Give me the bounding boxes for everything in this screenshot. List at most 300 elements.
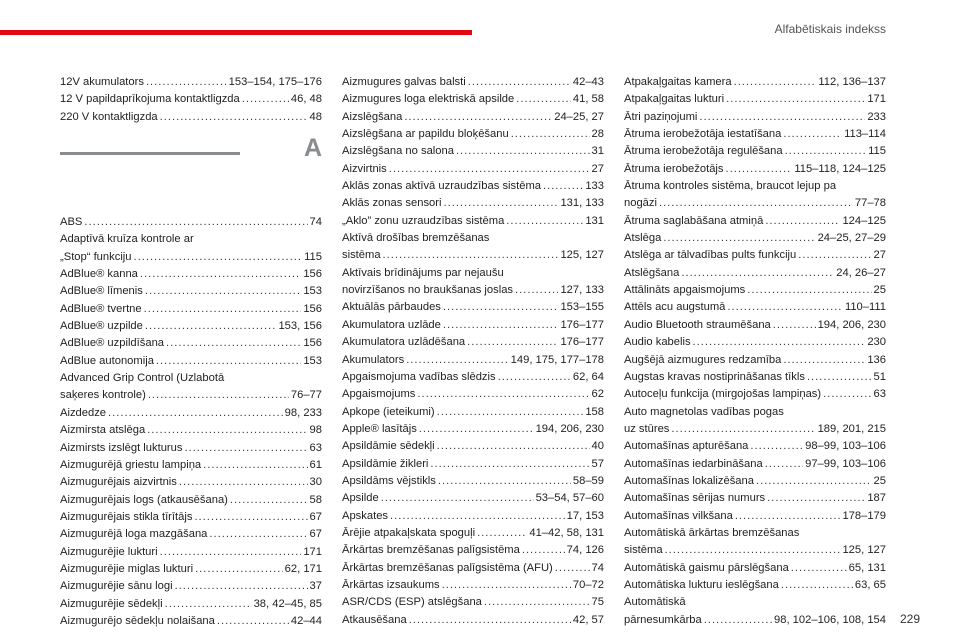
index-entry <box>60 457 322 474</box>
entry-pages: 76–77 <box>290 389 322 402</box>
entry-term: Aizmugurējais aizvirtnis <box>60 476 177 489</box>
entry-pages: 156 <box>303 268 322 281</box>
entry-term: Atslēga <box>624 232 662 245</box>
index-entry <box>624 265 886 282</box>
entry-term: uz stūres <box>624 422 670 435</box>
entry-pages: 77–78 <box>854 197 886 210</box>
entry-pages: 115 <box>868 145 886 158</box>
entry-term: Advanced Grip Control (Uzlabotā <box>60 372 225 385</box>
index-entry <box>60 301 322 318</box>
index-entry <box>342 334 604 351</box>
dot-leader <box>179 474 308 491</box>
dot-leader <box>406 352 508 369</box>
index-entry <box>60 544 322 561</box>
entry-term: sistēma <box>342 249 381 262</box>
entry-pages: 115–118, 124–125 <box>794 162 886 175</box>
index-entry <box>342 490 604 507</box>
entry-term: „Aklo” zonu uzraudzības sistēma <box>342 214 505 227</box>
entry-pages: 31 <box>591 145 604 158</box>
index-entry <box>624 230 886 247</box>
entry-term: AdBlue® līmenis <box>60 285 143 298</box>
index-entry <box>342 577 604 594</box>
dot-leader <box>734 74 817 91</box>
index-entry <box>624 161 886 178</box>
entry-term: Augstas kravas nostiprināšanas tīkls <box>624 370 805 383</box>
entry-term: AdBlue® uzpilde <box>60 320 143 333</box>
index-entry <box>342 143 604 160</box>
entry-term: Audio Bluetooth straumēšana <box>624 318 771 331</box>
index-entry <box>624 317 886 334</box>
entry-term: 12V akumulators <box>60 76 144 88</box>
entry-term: Apskates <box>342 509 389 522</box>
entry-term: Ārējie atpakaļskata spoguļi <box>342 526 476 539</box>
index-entry <box>60 405 322 422</box>
entry-term: Aizmugurējie sānu logi <box>60 580 173 593</box>
dot-leader <box>747 282 871 299</box>
dot-leader <box>209 526 307 543</box>
dot-leader <box>84 214 307 231</box>
entry-pages: 189, 201, 215 <box>817 422 886 435</box>
entry-pages: 149, 175, 177–178 <box>510 353 604 366</box>
entry-term: Aizslēgšana no salona <box>342 145 454 158</box>
entry-term: Automātiskā ārkārtas bremzēšanas <box>624 526 800 539</box>
entry-pages: 176–177 <box>560 318 604 331</box>
dot-leader <box>511 126 590 143</box>
letter-a: A <box>303 134 322 163</box>
dot-leader <box>543 178 583 195</box>
entry-pages: 70–72 <box>572 578 604 591</box>
index-entry <box>342 230 604 265</box>
dot-leader <box>437 404 584 421</box>
entry-pages: 176–177 <box>560 336 604 349</box>
entry-term: Aktīvais brīdinājums par nejaušu <box>342 266 504 279</box>
index-entry <box>342 178 604 195</box>
dot-leader <box>148 387 289 404</box>
entry-term: Ātri paziņojumi <box>624 110 698 123</box>
entry-pages: 115 <box>304 250 322 263</box>
entry-term: Automātiskā gaismu pārslēgšana <box>624 561 789 574</box>
entry-pages: 63 <box>309 441 322 454</box>
dot-leader <box>515 282 558 299</box>
entry-term: Aizmugurējo sēdekļu nolaišana <box>60 614 215 627</box>
index-entry <box>342 213 604 230</box>
dot-leader <box>726 91 865 108</box>
entry-term: Attēls acu augstumā <box>624 301 726 314</box>
dot-leader <box>681 265 834 282</box>
entry-term: Apple® lasītājs <box>342 422 417 435</box>
index-entry <box>342 612 604 629</box>
index-column-2 <box>342 74 604 629</box>
entry-pages: 24–25, 27–29 <box>817 232 886 245</box>
dot-leader <box>242 91 289 108</box>
index-entry <box>342 421 604 438</box>
entry-pages: 25 <box>873 284 886 297</box>
index-entry <box>624 91 886 108</box>
dot-leader <box>146 74 227 91</box>
entry-term: Ātruma ierobežotāja regulēšana <box>624 145 783 158</box>
dot-leader <box>783 126 842 143</box>
index-entry <box>342 438 604 455</box>
entry-pages: 158 <box>585 405 604 418</box>
entry-term: Ātruma ierobežotājs <box>624 162 724 175</box>
index-entry <box>342 91 604 108</box>
index-entry <box>60 74 322 91</box>
index-entry <box>60 266 322 283</box>
entry-pages: 74, 126 <box>566 544 604 557</box>
entry-pages: 74 <box>309 216 322 229</box>
index-entry <box>60 283 322 300</box>
dot-leader <box>443 299 559 316</box>
index-entry <box>342 542 604 559</box>
dot-leader <box>444 195 559 212</box>
entry-pages: 113–114 <box>844 128 886 141</box>
index-entry <box>60 509 322 526</box>
entry-pages: 187 <box>867 492 886 505</box>
entry-term: 220 V kontaktligzda <box>60 110 158 123</box>
dot-leader <box>735 508 841 525</box>
dot-leader <box>194 509 307 526</box>
dot-leader <box>498 369 571 386</box>
entry-pages: 153 <box>303 354 322 367</box>
index-entry <box>342 317 604 334</box>
entry-pages: 63, 65 <box>854 578 886 591</box>
dot-leader <box>390 508 565 525</box>
index-entry <box>60 440 322 457</box>
entry-term: Aizmugurējie miglas lukturi <box>60 562 194 575</box>
index-entry <box>342 473 604 490</box>
dot-leader <box>704 612 772 629</box>
entry-term: Atpakaļgaitas kamera <box>624 76 732 88</box>
entry-pages: 27 <box>873 249 886 262</box>
entry-pages: 124–125 <box>842 214 886 227</box>
entry-pages: 51 <box>873 370 886 383</box>
entry-term: Aklās zonas sensori <box>342 197 442 210</box>
entry-term: Atkausēšana <box>342 613 407 626</box>
index-entry <box>624 490 886 507</box>
index-entry <box>624 594 886 629</box>
entry-term: AdBlue® tvertne <box>60 302 142 315</box>
dot-leader <box>203 457 307 474</box>
dot-leader <box>160 544 302 561</box>
index-entry <box>342 386 604 403</box>
dot-leader <box>765 456 803 473</box>
index-entry <box>624 577 886 594</box>
entry-pages: 65, 131 <box>848 561 886 574</box>
dot-leader <box>663 230 815 247</box>
index-entry <box>342 594 604 611</box>
dot-leader <box>522 542 565 559</box>
entry-term: Augšējā aizmugures redzamība <box>624 353 782 366</box>
dot-leader <box>693 334 866 351</box>
index-entry <box>60 109 322 126</box>
entry-pages: 24, 26–27 <box>836 266 886 279</box>
entry-term: Aktīvā drošības bremzēšanas <box>342 232 490 245</box>
entry-pages: 233 <box>867 110 886 123</box>
dot-leader <box>781 577 853 594</box>
entry-pages: 58 <box>309 493 322 506</box>
entry-pages: 125, 127 <box>842 544 886 557</box>
entry-term: Automašīnas apturēšana <box>624 440 749 453</box>
index-entry <box>624 143 886 160</box>
entry-pages: 61 <box>309 458 322 471</box>
entry-term: Ārkārtas bremzēšanas palīgsistēma <box>342 544 520 557</box>
entry-term: Automātiskā <box>624 596 686 609</box>
entry-pages: 63 <box>873 388 886 401</box>
dot-leader <box>438 473 571 490</box>
dot-leader <box>468 74 571 91</box>
dot-leader <box>823 386 871 403</box>
entry-term: pārnesumkārba <box>624 613 702 626</box>
entry-pages: 53–54, 57–60 <box>535 492 604 505</box>
entry-term: Ātruma ierobežotāja iestatīšana <box>624 128 782 141</box>
dot-leader <box>184 440 307 457</box>
entry-term: Ātruma saglabāšana atmiņā <box>624 214 764 227</box>
index-entry <box>60 474 322 491</box>
index-entry <box>624 109 886 126</box>
entry-term: Aizmugurējā loga mazgāšana <box>60 528 208 541</box>
entry-pages: 127, 133 <box>560 284 604 297</box>
index-entry <box>624 126 886 143</box>
dot-leader <box>160 109 308 126</box>
page-number: 229 <box>899 612 920 626</box>
entry-pages: 194, 206, 230 <box>535 422 604 435</box>
entry-pages: 62 <box>591 388 604 401</box>
entry-pages: 25 <box>873 474 886 487</box>
entry-pages: 131, 133 <box>560 197 604 210</box>
index-entry <box>342 525 604 542</box>
entry-term: Aizmugures galvas balsti <box>342 76 466 88</box>
entry-term: Akumulatora uzlādēšana <box>342 336 466 349</box>
entry-term: Automašīnas vilkšana <box>624 509 733 522</box>
dot-leader <box>175 578 308 595</box>
dot-leader <box>456 143 590 160</box>
dot-leader <box>165 596 252 613</box>
dot-leader <box>381 490 534 507</box>
entry-pages: 153–155 <box>560 301 604 314</box>
entry-pages: 42, 57 <box>572 613 604 626</box>
dot-leader <box>437 438 590 455</box>
entry-pages: 230 <box>867 336 886 349</box>
index-entry <box>342 404 604 421</box>
entry-term: Aktuālās pārbaudes <box>342 301 441 314</box>
index-entry <box>342 369 604 386</box>
letter-heading <box>60 134 322 214</box>
entry-pages: 67 <box>309 510 322 523</box>
index-entry <box>60 353 322 370</box>
entry-pages: 153, 156 <box>278 320 322 333</box>
index-entry <box>60 561 322 578</box>
dot-leader <box>750 438 803 455</box>
entry-term: Apgaismojuma vadības slēdzis <box>342 370 496 383</box>
entry-term: Aizvirtnis <box>342 162 387 175</box>
index-entry <box>624 247 886 264</box>
dot-leader <box>807 369 872 386</box>
entry-pages: 38, 42–45, 85 <box>253 597 322 610</box>
a-entries-cont <box>342 74 604 629</box>
index-entry <box>60 231 322 266</box>
index-column-1 <box>60 74 322 630</box>
index-entry <box>342 508 604 525</box>
dot-leader <box>671 421 815 438</box>
entry-pages: 41, 58 <box>572 93 604 106</box>
entry-pages: 41–42, 58, 131 <box>529 526 604 539</box>
index-entry <box>624 508 886 525</box>
entry-term: Apsildāms vējstikls <box>342 474 436 487</box>
index-entry <box>342 265 604 300</box>
entry-term: Aizmugurējie lukturi <box>60 545 158 558</box>
entry-pages: 74 <box>591 561 604 574</box>
entry-term: Apsildāmie žikleri <box>342 457 429 470</box>
entry-pages: 30 <box>309 476 322 489</box>
dot-leader <box>389 161 590 178</box>
index-entry <box>60 578 322 595</box>
entry-term: Automātiska lukturu ieslēgšana <box>624 578 779 591</box>
entry-term: Automašīnas lokalizēšana <box>624 474 754 487</box>
entry-pages: 48 <box>309 110 322 123</box>
entry-term: „Stop“ funkciju <box>60 250 132 263</box>
dot-leader <box>783 352 865 369</box>
dot-leader <box>555 560 590 577</box>
dot-leader <box>791 560 847 577</box>
entry-pages: 67 <box>309 528 322 541</box>
dot-leader <box>430 456 589 473</box>
index-entry <box>624 369 886 386</box>
dot-leader <box>147 422 307 439</box>
dot-leader <box>383 247 559 264</box>
dot-leader <box>727 299 843 316</box>
entry-term: Akumulators <box>342 353 405 366</box>
dot-leader <box>785 143 867 160</box>
index-entry <box>342 109 604 126</box>
entry-pages: 46, 48 <box>290 93 322 106</box>
entry-pages: 42–43 <box>572 76 604 88</box>
index-entry <box>342 74 604 91</box>
dot-leader <box>417 386 589 403</box>
section-title: Alfabētiskais indekss <box>774 22 886 36</box>
entry-term: AdBlue® kanna <box>60 268 138 281</box>
dot-leader <box>409 612 571 629</box>
entry-pages: 98, 233 <box>284 406 322 419</box>
index-entry <box>342 161 604 178</box>
index-entry <box>342 195 604 212</box>
index-entry <box>624 178 886 213</box>
dot-leader <box>767 490 865 507</box>
entry-term: AdBlue® uzpildīšana <box>60 337 165 350</box>
dot-leader <box>195 561 283 578</box>
entry-pages: 98, 102–106, 108, 154 <box>774 613 886 626</box>
entry-term: Atslēgšana <box>624 266 680 279</box>
index-entry <box>624 299 886 316</box>
dot-leader <box>699 109 865 126</box>
entry-term: Apkope (ieteikumi) <box>342 405 435 418</box>
index-entry <box>624 560 886 577</box>
dot-leader <box>145 283 301 300</box>
index-entry <box>342 352 604 369</box>
index-entry <box>624 213 886 230</box>
index-entry <box>342 456 604 473</box>
index-entry <box>342 126 604 143</box>
entry-term: Adaptīvā kruīza kontrole ar <box>60 233 194 246</box>
entry-term: Autoceļu funkcija (mirgojošas lampiņas) <box>624 388 822 401</box>
entry-term: Automašīnas sērijas numurs <box>624 492 766 505</box>
index-entry <box>624 456 886 473</box>
dot-leader <box>166 335 301 352</box>
entry-term: Atpakaļgaitas lukturi <box>624 93 725 106</box>
entry-term: Auto magnetolas vadības pogas <box>624 405 784 418</box>
index-entry <box>624 74 886 91</box>
entry-term: Atslēga ar tālvadības pults funkciju <box>624 249 797 262</box>
entry-pages: 40 <box>591 440 604 453</box>
entry-term: Aizslēgšana <box>342 110 403 123</box>
index-entry <box>624 386 886 403</box>
dot-leader <box>765 213 840 230</box>
entry-pages: 17, 153 <box>566 509 604 522</box>
entry-pages: 171 <box>303 545 322 558</box>
index-entry <box>60 370 322 405</box>
entry-pages: 110–111 <box>844 301 886 314</box>
entry-term: Attālināts apgaismojums <box>624 284 746 297</box>
entry-pages: 171 <box>867 93 886 106</box>
index-entry <box>624 525 886 560</box>
dot-leader <box>156 353 301 370</box>
letter-divider <box>60 152 240 155</box>
dot-leader <box>659 195 853 212</box>
dot-leader <box>134 249 303 266</box>
entry-pages: 131 <box>585 214 604 227</box>
index-entry <box>624 438 886 455</box>
dot-leader <box>108 405 283 422</box>
dot-leader <box>443 317 559 334</box>
entry-term: Apgaismojums <box>342 388 416 401</box>
entry-pages: 156 <box>303 302 322 315</box>
entry-term: saķeres kontrole) <box>60 389 146 402</box>
index-entry <box>60 318 322 335</box>
entry-pages: 27 <box>591 162 604 175</box>
index-column-3 <box>624 74 886 629</box>
index-entry <box>624 334 886 351</box>
entry-term: novirzīšanos no braukšanas joslas <box>342 284 514 297</box>
entry-term: sistēma <box>624 544 663 557</box>
dot-leader <box>442 577 571 594</box>
index-entry <box>60 492 322 509</box>
entry-term: Akumulatora uzlāde <box>342 318 441 331</box>
entry-pages: 136 <box>867 353 886 366</box>
entry-pages: 194, 206, 230 <box>817 318 886 331</box>
a-entries <box>60 214 322 630</box>
entry-term: Aizmugures loga elektriskā apsilde <box>342 93 515 106</box>
entry-term: Aizmugurējie sēdekļi <box>60 597 163 610</box>
a-entries-cont-2 <box>624 74 886 629</box>
entry-pages: 98–99, 103–106 <box>805 440 886 453</box>
index-entry <box>60 613 322 630</box>
entry-pages: 24–25, 27 <box>554 110 604 123</box>
entry-pages: 37 <box>309 580 322 593</box>
entry-pages: 98 <box>309 424 322 437</box>
dot-leader <box>665 542 841 559</box>
dot-leader <box>726 161 793 178</box>
dot-leader <box>145 318 277 335</box>
entry-pages: 57 <box>591 457 604 470</box>
dot-leader <box>419 421 534 438</box>
entry-term: Ātruma kontroles sistēma, braucot lejup pa <box>624 180 837 193</box>
index-entry <box>624 282 886 299</box>
header-accent-bar <box>0 30 472 35</box>
entry-term: Apsildāmie sēdekļi <box>342 440 435 453</box>
index-entry <box>624 473 886 490</box>
entry-term: ASR/CDS (ESP) atslēgšana <box>342 596 482 609</box>
dot-leader <box>217 613 289 630</box>
dot-leader <box>516 91 571 108</box>
